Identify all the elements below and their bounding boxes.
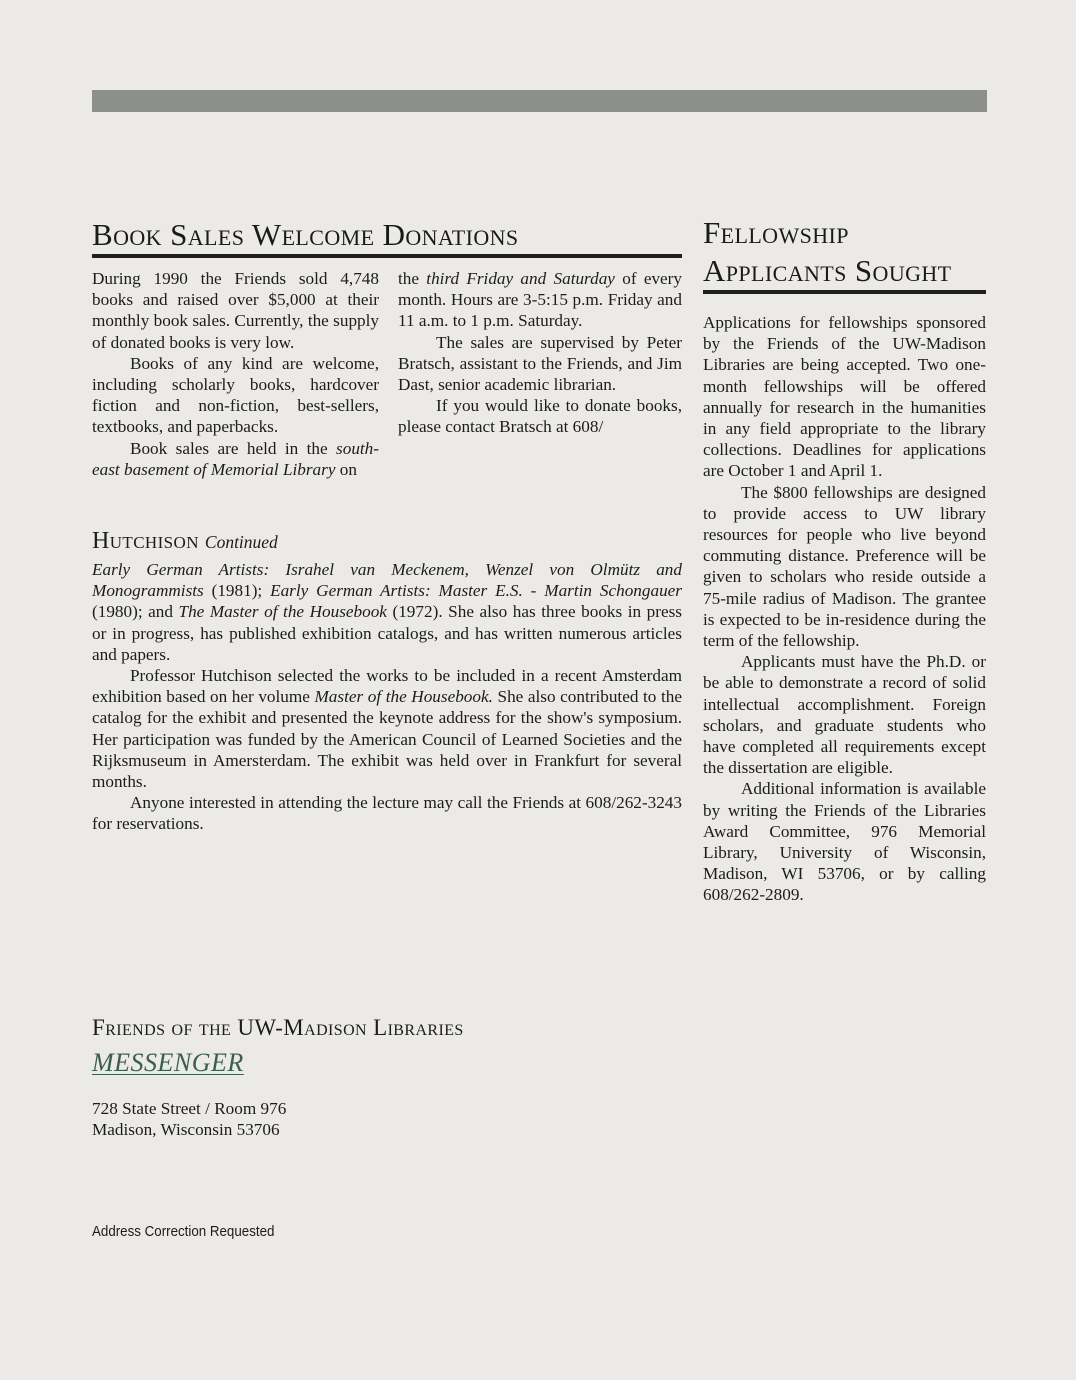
book-sales-header [92,216,682,258]
fellowship-body [703,312,986,906]
fellowship-paragraph: Applications for fellowships sponsored by the Friends of the UW-Madison Libraries are being accepted. Two one-month fellowships will be offered annually for research in the humanities in any field appropriate to the library collections. Deadlines for applications are October 1 and April 1. [703,313,986,481]
address-line-1: 728 State Street / Room 976 [92,1099,287,1118]
location-emphasis: south-east basement of Memorial Library [92,438,379,479]
book-sales-column-1 [92,268,379,480]
fellowship-title [703,214,986,290]
fellowship-rule [703,290,986,294]
hutchison-article [92,528,682,835]
address-correction-notice: Address Correction Requested [92,1224,275,1240]
address-line-2: Madison, Wisconsin 53706 [92,1120,280,1140]
fellowship-article [703,214,986,906]
hutchison-title: Hutchison [92,528,199,554]
fellowship-paragraph: Applicants must have the Ph.D. or be able to demonstrate a record of solid intellectual accomplishment. Foreign scholars, and graduate students who have completed all requirements except the dissertation are eligible. [703,652,986,778]
text-run: Book sales are held in the [130,438,337,458]
return-address-block [92,1014,692,1140]
schedule-emphasis: third Friday and Saturday [426,269,615,288]
book-sales-paragraph [92,438,379,480]
text-run: on [335,459,357,479]
book-sales-column-2 [398,268,682,438]
hutchison-paragraph [92,559,682,665]
book-sales-paragraph: During 1990 the Friends sold 4,748 books and raised over $5,000 at their monthly book sales. Currently, the supply of donated books is very low. [92,269,379,352]
text-run: She also contributed to the catalog for the exhibit and presented the keynote address for the show's symposium. Her participation was funded by the American Council of Learned Societies and the Rijksmuseum in Amersterdam. The exhibit was held over in Frankfurt for several months. [92,687,682,792]
book-sales-paragraph [398,268,682,332]
text-run: (1981); [203,581,271,601]
hutchison-paragraph: Anyone interested in attending the lecture may call the Friends at 608/262-3243 for reservations. [92,793,682,834]
book-title: Early German Artists: Israhel van Meckenem, Wenzel von Olmütz and Monogrammists [92,560,682,601]
book-title: The Master of the Housebook [178,602,387,622]
mailing-address [92,1098,692,1140]
book-sales-rule [92,254,682,258]
messenger-logo: MESSENGER [92,1048,244,1077]
fellowship-paragraph: The $800 fellowships are designed to provide access to UW library resources for people who live beyond commuting distance. Preference will be given to scholars who reside outside a 75-mile radius of Madison. The grantee is expected to be in-residence during the term of the fellowship. [703,482,986,651]
organization-name: Friends of the UW-Madison Libraries [92,1015,464,1040]
text-run: of every month. Hours are 3-5:15 p.m. Friday and 11 a.m. to 1 p.m. Saturday. [398,269,682,331]
hutchison-heading [92,528,682,555]
fellowship-paragraph: Additional information is available by writing the Friends of the Libraries Award Committee, 976 Memorial Library, University of Wisconsin, Madison, WI 53706, or by calling 608/262-2809. [703,779,986,905]
continued-label: Continued [204,532,278,552]
text-run: the [398,269,427,288]
fellowship-title-line1: Fellowship [703,215,849,250]
book-sales-paragraph: Books of any kind are welcome, including scholarly books, hardcover fiction and non-fiction, best-sellers, textbooks, and paperbacks. [92,353,379,437]
book-sales-paragraph: If you would like to donate books, please contact Bratsch at 608/ [398,396,682,437]
header-bar [92,90,987,112]
hutchison-paragraph [92,665,682,792]
book-sales-paragraph: The sales are supervised by Peter Bratsch, assistant to the Friends, and Jim Dast, senior academic librarian. [398,332,682,395]
text-run: (1972). She also has three books in press or in progress, has published exhibition catalogs, and has written numerous articles and papers. [92,602,682,664]
text-run: Professor Hutchison selected the works to be included in a recent Amsterdam exhibition based on her volume [92,666,682,707]
book-title: Master of the Housebook. [314,687,493,707]
fellowship-title-line2: Applicants Sought [703,253,952,288]
book-title: Early German Artists: Master E.S. - Martin Schongauer [270,581,682,601]
book-sales-title: Book Sales Welcome Donations [92,217,519,252]
text-run: (1980); and [92,602,179,622]
